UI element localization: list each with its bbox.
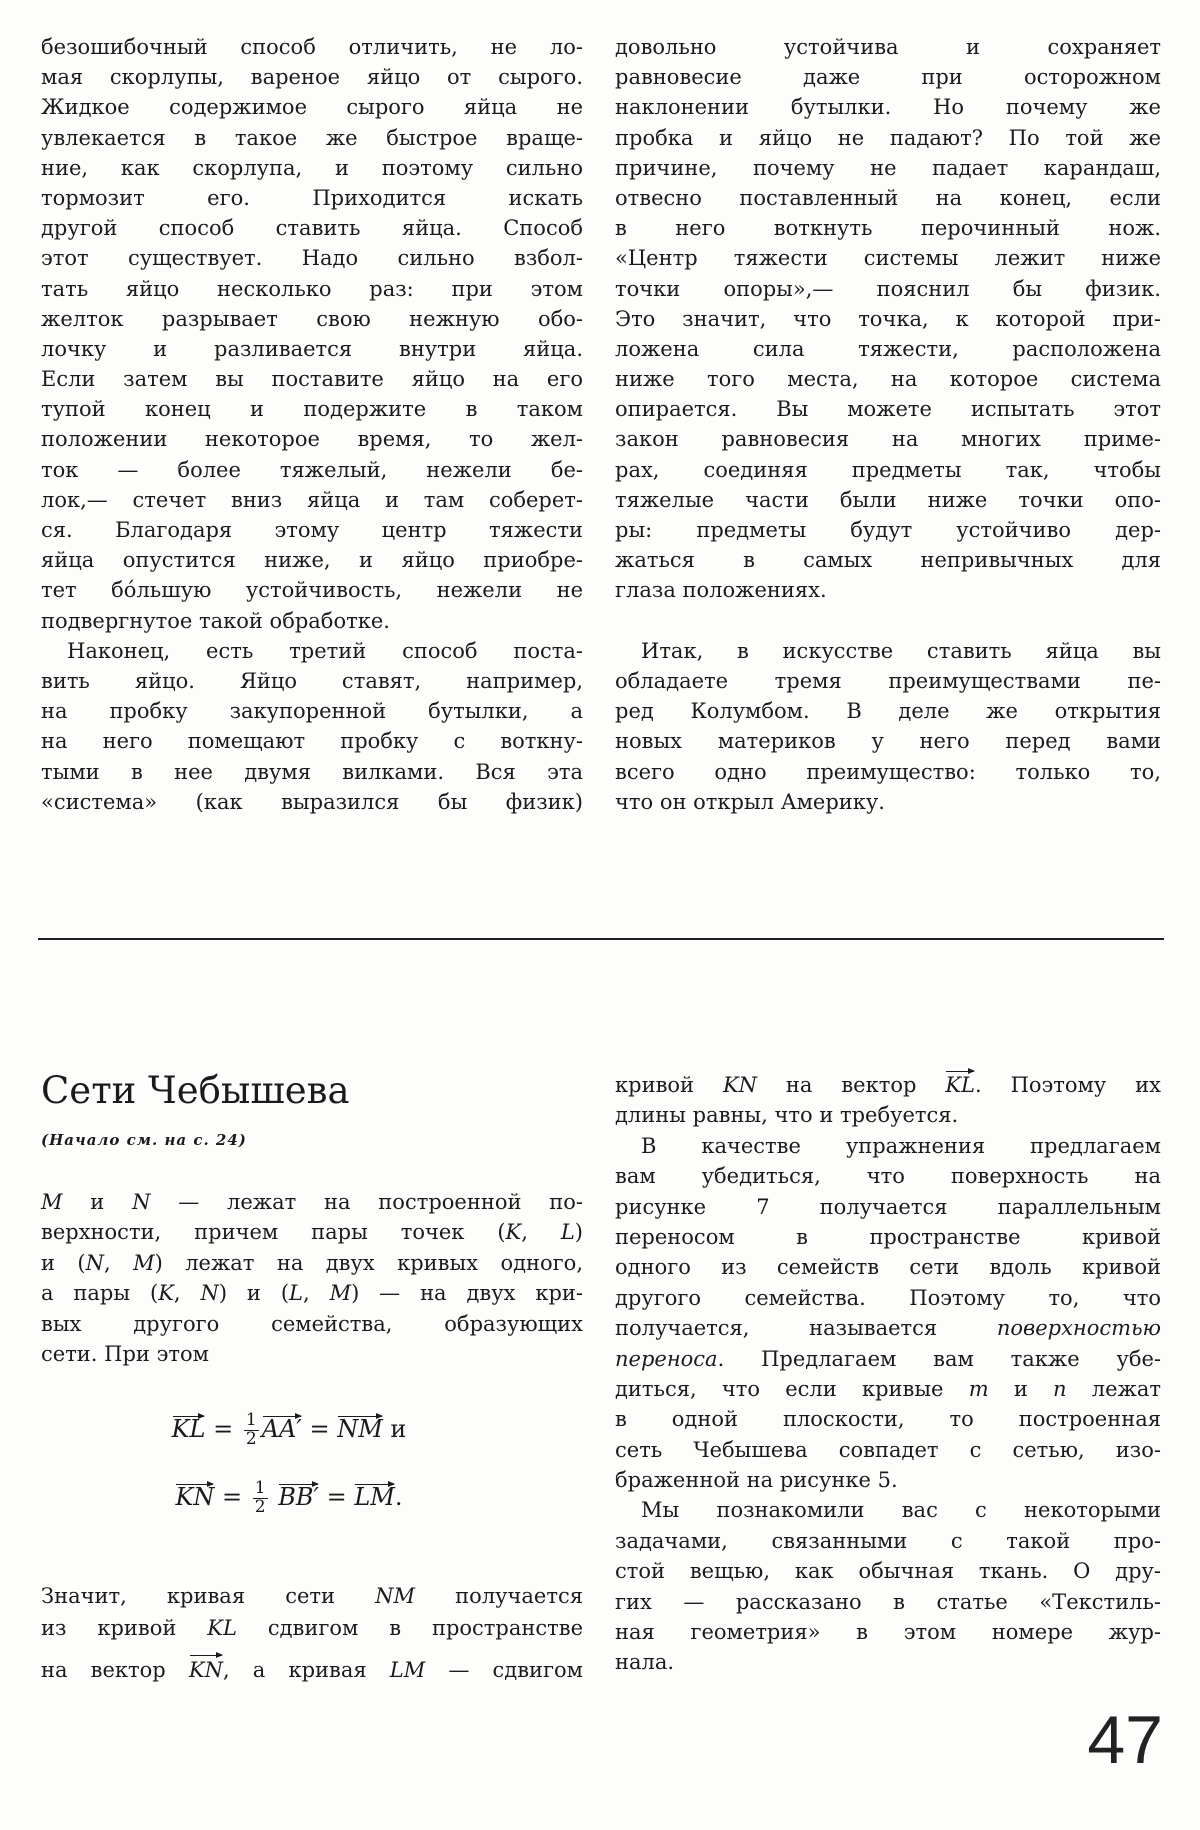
math-variable: N <box>200 1281 219 1306</box>
math-variable: n <box>1053 1376 1067 1401</box>
text-line: тать яйцо несколько раз: при этом <box>41 276 583 301</box>
text-line: что он открыл Америку. <box>615 789 885 814</box>
text-line: Наконец, есть третий способ поста- <box>67 638 583 663</box>
text-line: другой способ ставить яйца. Способ <box>41 216 583 241</box>
paragraph <box>41 1187 583 1369</box>
text-line: в одной плоскости, то построенная <box>615 1407 1161 1432</box>
text-run: ) и ( <box>218 1281 290 1306</box>
text-run: лежат <box>1066 1376 1161 1401</box>
text-line <box>41 1612 583 1644</box>
text-line <box>615 1374 1161 1404</box>
text-line: наклонении бутылки. Но почему же <box>615 95 1161 120</box>
vector-symbol: KL <box>945 1070 975 1100</box>
vector-symbol: NM <box>337 1414 383 1443</box>
text-run: , <box>173 1281 201 1306</box>
text-run: получается <box>415 1584 583 1608</box>
math-variable: L <box>560 1220 575 1245</box>
text-line: сеть Чебышева совпадет с сетью, изо- <box>615 1437 1161 1462</box>
text-run: и <box>62 1190 133 1214</box>
paragraph <box>615 636 1161 817</box>
fraction-numerator: 1 <box>254 1478 266 1498</box>
text-run: Значит, кривая сети <box>41 1584 376 1608</box>
text-line: точки опоры»,— пояснил бы физик. <box>615 276 1161 301</box>
paragraph <box>41 32 583 636</box>
text-run: из кривой <box>41 1616 208 1640</box>
vector-symbol: KN <box>175 1482 215 1511</box>
text-line <box>41 1654 583 1686</box>
text-line: одного из семейств сети вдоль кривой <box>615 1255 1161 1280</box>
text-run: , <box>521 1220 561 1245</box>
text-run: = <box>205 1414 241 1443</box>
page-number: 47 <box>1087 1702 1163 1778</box>
math-variable: m <box>968 1376 989 1401</box>
fraction-numerator: 1 <box>245 1410 257 1430</box>
text-run: — сдвигом <box>425 1658 583 1682</box>
vector-symbol: BB′ <box>278 1482 319 1511</box>
text-line: стой вещью, как обычная ткань. О дру- <box>615 1559 1161 1584</box>
text-line: ся. Благодаря этому центр тяжести <box>41 518 583 542</box>
text-line: увлекается в такое же быстрое враще- <box>41 125 583 150</box>
text-line: причине, почему не падает карандаш, <box>615 155 1161 180</box>
emphasized-term: поверхностью <box>996 1316 1161 1341</box>
text-line <box>41 1217 583 1247</box>
paragraph <box>615 32 1161 606</box>
paragraph <box>615 1131 1161 1496</box>
text-run: а пары ( <box>41 1281 159 1306</box>
text-run: . Предлагаем вам также убе- <box>717 1346 1161 1371</box>
text-line: тыми в нее двумя вилками. Вся эта <box>41 759 583 784</box>
section-divider <box>38 938 1164 940</box>
math-variable: M <box>41 1190 63 1214</box>
text-line: ток — более тяжелый, нежели бе- <box>41 457 583 482</box>
text-run: и ( <box>41 1250 86 1275</box>
text-line: задачами, связанными с такой про- <box>615 1528 1161 1553</box>
text-line <box>615 1313 1161 1343</box>
vector-symbol: LM <box>354 1482 395 1511</box>
text-run: получается, называется <box>615 1316 997 1341</box>
text-run: ) <box>574 1220 583 1245</box>
text-line <box>41 1187 583 1217</box>
text-run: верхности, причем пары точек ( <box>41 1220 506 1245</box>
text-line <box>41 1278 583 1308</box>
fraction-denominator: 2 <box>254 1496 266 1517</box>
text-run: , <box>302 1281 330 1306</box>
text-line: вых другого семейства, образующих <box>41 1311 583 1336</box>
text-run: , а кривая <box>222 1658 390 1682</box>
text-line: тормозит его. Приходится искать <box>41 185 583 210</box>
text-line: этот существует. Надо сильно взбол- <box>41 246 583 271</box>
text-line: мая скорлупы, вареное яйцо от сырого. <box>41 65 583 90</box>
math-variable: K <box>158 1281 174 1306</box>
text-line: равновесие даже при осторожном <box>615 65 1161 90</box>
text-column-top-left <box>41 32 583 817</box>
text-run: = <box>318 1482 355 1511</box>
text-line <box>41 1248 583 1278</box>
vector-symbol: KN <box>189 1654 223 1686</box>
text-line: сети. При этом <box>41 1341 209 1366</box>
text-line: пробка и яйцо не падают? По той же <box>615 125 1161 150</box>
text-line: Мы познакомили вас с некоторыми <box>641 1498 1161 1523</box>
math-variable: N <box>85 1250 104 1275</box>
text-line: лочку и разливается внутри яйца. <box>41 336 583 361</box>
text-line: довольно устойчива и сохраняет <box>615 35 1161 59</box>
text-line: вить яйцо. Яйцо ставят, например, <box>41 668 583 693</box>
text-line: гих — рассказано в статье «Текстиль- <box>615 1589 1161 1614</box>
text-run: ) — на двух кри- <box>351 1281 583 1306</box>
text-line: яйца опустится ниже, и яйцо приобре- <box>41 548 583 573</box>
text-line: глаза положениях. <box>615 578 827 603</box>
text-line: браженной на рисунке 5. <box>615 1468 898 1493</box>
text-line: ры: предметы будут устойчиво дер- <box>615 518 1161 542</box>
text-line: длины равны, что и требуется. <box>615 1103 959 1128</box>
text-line: жаться в самых непривычных для <box>615 548 1161 573</box>
text-line: ложена сила тяжести, расположена <box>615 336 1161 361</box>
text-line: ниже того места, на которое система <box>615 367 1161 392</box>
text-line: ная геометрия» в этом номере жур- <box>615 1620 1161 1645</box>
text-run: ) лежат на двух кривых одного, <box>154 1250 583 1275</box>
text-column-top-right <box>615 32 1161 817</box>
math-variable: M <box>133 1250 155 1275</box>
text-line <box>615 1344 1161 1374</box>
text-line: Это значит, что точка, к которой при- <box>615 306 1161 331</box>
text-line <box>41 1580 583 1612</box>
text-line: рисунке 7 получается параллельным <box>615 1194 1161 1219</box>
text-line: лок,— стечет вниз яйца и там соберет- <box>41 487 583 512</box>
paragraph <box>615 1495 1161 1677</box>
text-line: тяжелые части были ниже точки опо- <box>615 487 1161 512</box>
text-line: рах, соединяя предметы так, чтобы <box>615 457 1161 482</box>
math-variable: KN <box>722 1073 758 1097</box>
paragraph <box>41 1580 583 1686</box>
text-run: . Поэтому их <box>974 1073 1161 1097</box>
text-line: другого семейства. Поэтому то, что <box>615 1285 1161 1310</box>
text-column-bottom-left-conclusion <box>41 1580 583 1686</box>
text-line: «Центр тяжести системы лежит ниже <box>615 246 1161 271</box>
text-column-bottom-left-intro <box>41 1187 583 1369</box>
fraction <box>244 1412 259 1449</box>
text-run: . <box>394 1482 403 1511</box>
text-run: и <box>382 1414 407 1443</box>
text-run: кривой <box>615 1073 723 1097</box>
text-line: В качестве упражнения предлагаем <box>641 1133 1161 1158</box>
math-variable: KL <box>207 1616 237 1640</box>
text-run: и <box>988 1376 1054 1401</box>
text-run: , <box>103 1250 134 1275</box>
text-line: ние, как скорлупа, и поэтому сильно <box>41 155 583 180</box>
text-line: подвергнутое такой обработке. <box>41 608 390 633</box>
text-line: новых материков у него перед вами <box>615 729 1161 754</box>
text-line: обладаете тремя преимуществами пе- <box>615 668 1161 693</box>
math-variable: NM <box>375 1584 416 1608</box>
vector-symbol: KL <box>171 1414 206 1443</box>
text-line: ред Колумбом. В деле же открытия <box>615 699 1161 724</box>
text-line: закон равновесия на многих приме- <box>615 427 1161 452</box>
text-line: в него воткнуть перочинный нож. <box>615 216 1161 241</box>
math-variable: M <box>329 1281 352 1306</box>
text-line: вам убедиться, что поверхность на <box>615 1164 1161 1189</box>
text-run: = <box>214 1482 250 1511</box>
text-column-bottom-right <box>615 1070 1161 1678</box>
text-line: «система» (как выразился бы физик) <box>41 789 583 814</box>
fraction <box>253 1480 268 1517</box>
paragraph <box>615 1070 1161 1131</box>
vector-symbol: AA′ <box>261 1414 302 1443</box>
text-line: Если затем вы поставите яйцо на его <box>41 367 583 392</box>
text-line: безошибочный способ отличить, не ло- <box>41 35 583 59</box>
text-run: = <box>301 1414 338 1443</box>
text-line: нала. <box>615 1650 675 1675</box>
text-line: на него помещают пробку с воткну- <box>41 729 583 754</box>
vector-equation-1 <box>41 1412 583 1449</box>
vector-equation-2 <box>41 1480 583 1517</box>
text-line: отвесно поставленный на конец, если <box>615 185 1161 210</box>
emphasized-term: переноса <box>615 1346 718 1371</box>
article-continuation-note: (Начало см. на с. 24) <box>41 1131 247 1149</box>
fraction-denominator: 2 <box>245 1428 257 1449</box>
text-line: положении некоторое время, то жел- <box>41 427 583 452</box>
text-line: желток разрывает свою нежную обо- <box>41 306 583 331</box>
paragraph <box>41 636 583 817</box>
text-line: Жидкое содержимое сырого яйца не <box>41 95 583 120</box>
text-line: Итак, в искусстве ставить яйца вы <box>641 638 1161 663</box>
text-run: — лежат на построенной по- <box>150 1190 583 1214</box>
text-line <box>615 1070 1161 1100</box>
text-line: на пробку закупоренной бутылки, а <box>41 699 583 724</box>
math-variable: L <box>289 1281 303 1306</box>
text-line: тет бóльшую устойчивость, нежели не <box>41 578 583 603</box>
math-variable: LM <box>389 1658 426 1682</box>
text-line: всего одно преимущество: только то, <box>615 759 1161 784</box>
text-run: на вектор <box>41 1658 189 1682</box>
math-variable: K <box>505 1220 522 1245</box>
math-variable: N <box>132 1190 151 1214</box>
text-line: опирается. Вы можете испытать этот <box>615 397 1161 422</box>
text-run: на вектор <box>757 1073 946 1097</box>
text-run: диться, что если кривые <box>615 1376 969 1401</box>
text-line: тупой конец и подержите в таком <box>41 397 583 422</box>
text-line: переносом в пространстве кривой <box>615 1224 1161 1249</box>
article-title: Сети Чебышева <box>41 1069 350 1112</box>
text-run: сдвигом в пространстве <box>236 1616 584 1640</box>
